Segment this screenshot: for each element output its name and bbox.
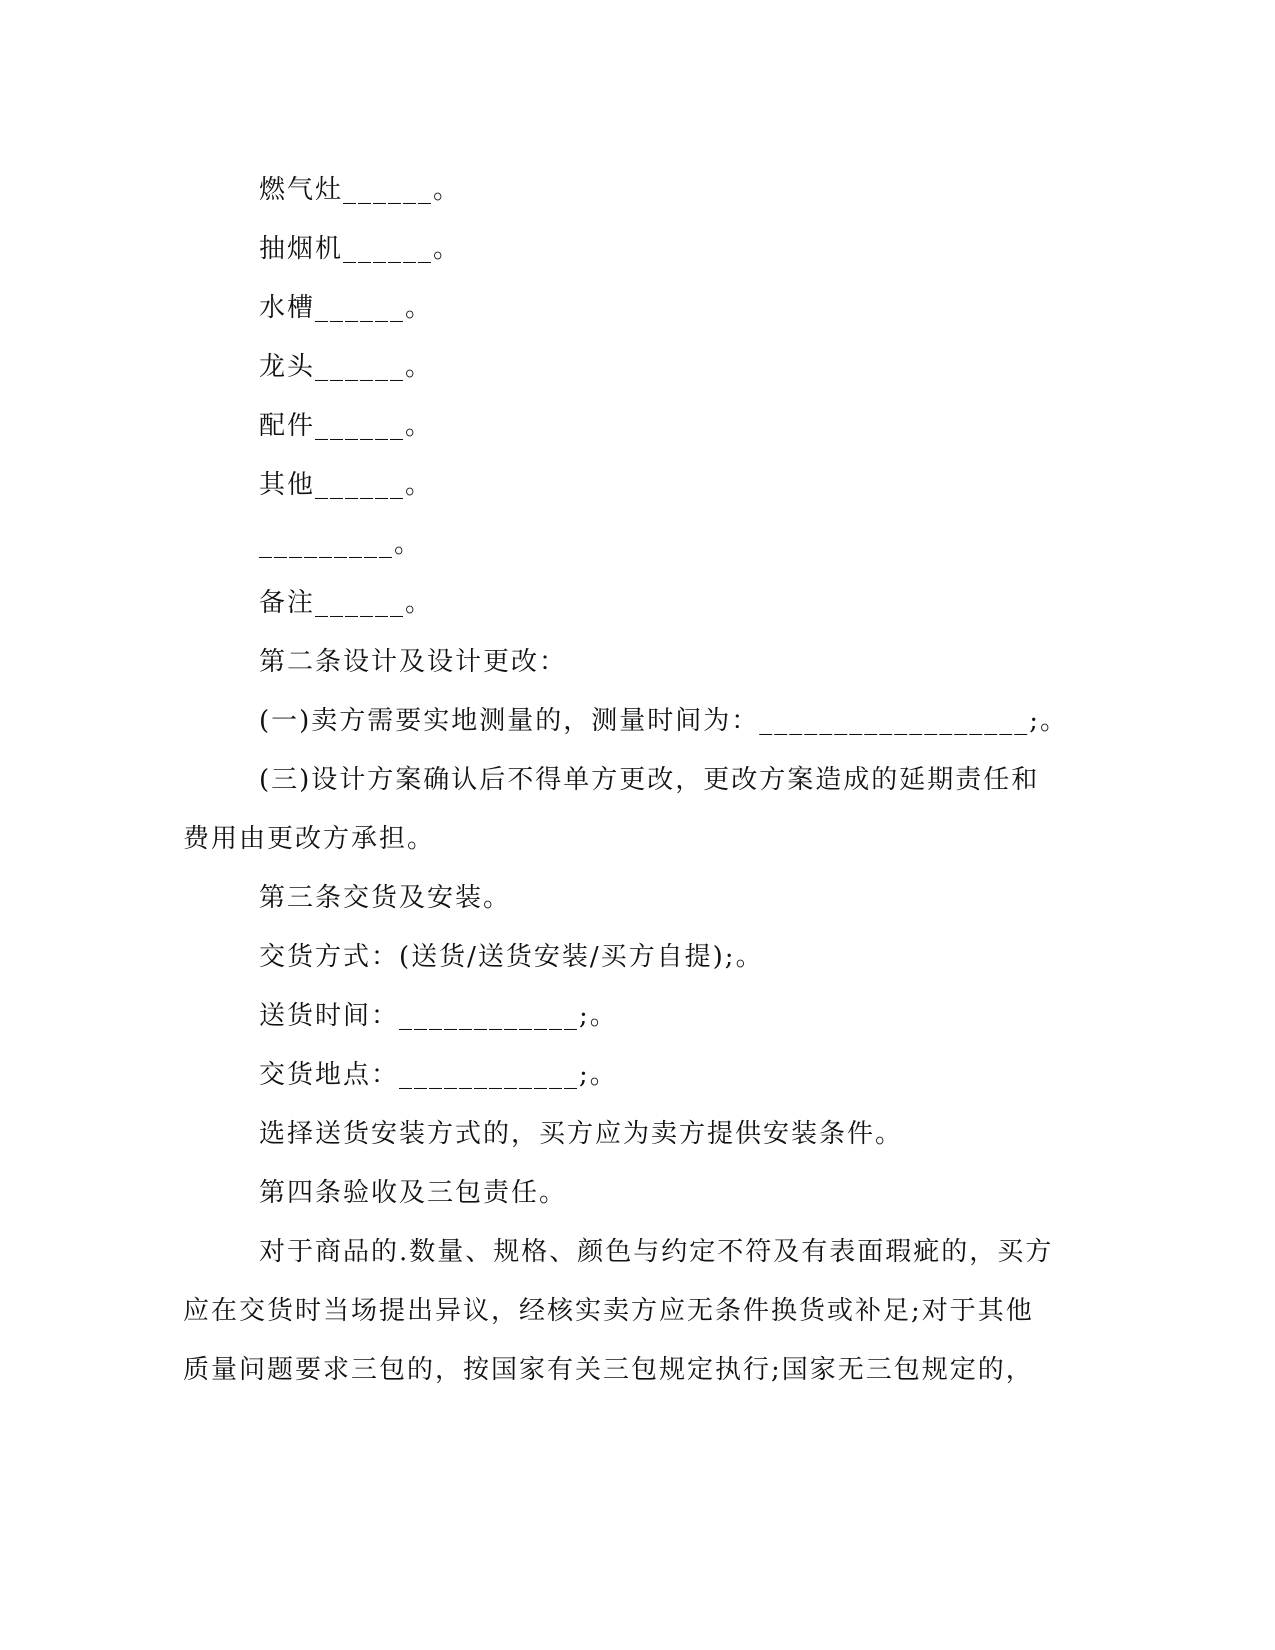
clause-measure-time: (一)卖方需要实地测量的，测量时间为：__________________;。: [259, 706, 1069, 736]
item-sink: 水槽______。: [259, 293, 434, 323]
section-heading-3: 第三条交货及安装。: [259, 883, 512, 913]
item-faucet: 龙头______。: [259, 352, 434, 382]
section-heading-2: 第二条设计及设计更改：: [259, 647, 568, 677]
delivery-method: 交货方式：(送货/送货安装/买方自提);。: [259, 942, 764, 972]
installation-note: 选择送货安装方式的，买方应为卖方提供安装条件。: [259, 1119, 904, 1149]
item-range-hood: 抽烟机______。: [259, 234, 462, 264]
item-gas-stove: 燃气灶______。: [259, 175, 462, 205]
clause-design-change: (三)设计方案确认后不得单方更改，更改方案造成的延期责任和: [259, 765, 1040, 795]
clause-design-change-cont: 费用由更改方承担。: [183, 824, 436, 854]
delivery-location: 交货地点：____________;。: [259, 1060, 618, 1090]
item-other: 其他______。: [259, 470, 434, 500]
acceptance-paragraph-line-1: 对于商品的.数量、规格、颜色与约定不符及有表面瑕疵的，买方: [259, 1237, 1054, 1267]
item-accessories: 配件______。: [259, 411, 434, 441]
acceptance-paragraph-line-3: 质量问题要求三包的，按国家有关三包规定执行;国家无三包规定的，: [183, 1355, 1034, 1385]
item-remarks: 备注______。: [259, 588, 434, 618]
item-blank: _________。: [259, 529, 423, 559]
acceptance-paragraph-line-2: 应在交货时当场提出异议，经核实卖方应无条件换货或补足;对于其他: [183, 1296, 1034, 1326]
delivery-time: 送货时间：____________;。: [259, 1001, 618, 1031]
section-heading-4: 第四条验收及三包责任。: [259, 1178, 568, 1208]
